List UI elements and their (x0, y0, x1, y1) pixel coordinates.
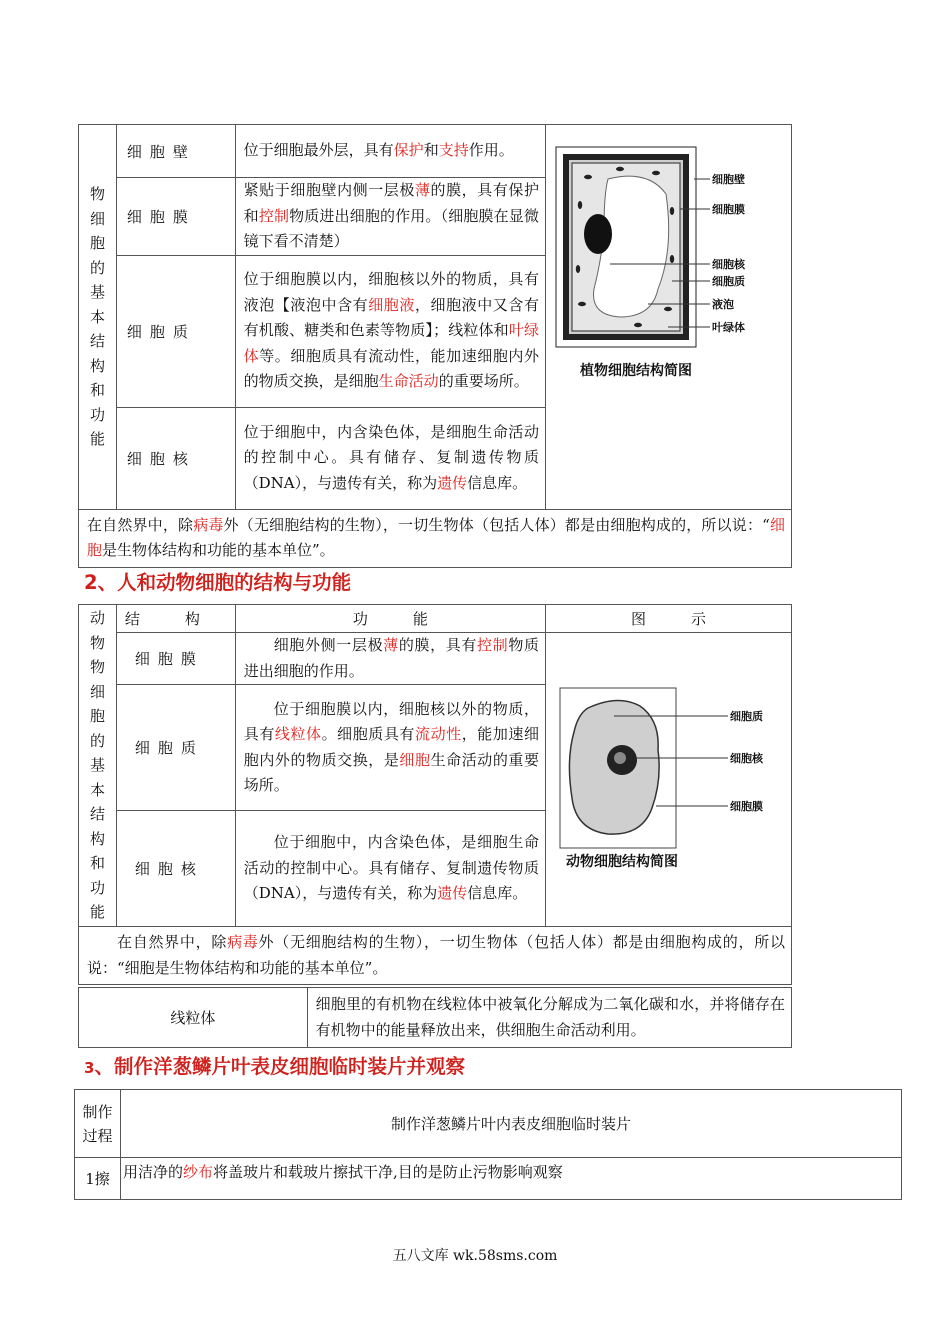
row-desc (235, 255, 545, 407)
side-label-char: 物 (89, 658, 105, 677)
row-name: 细胞膜 (116, 178, 235, 256)
side-label-char: 基 (89, 283, 105, 301)
text-segment: ，能加速细胞内外的物质交换，是 (243, 725, 539, 769)
text-segment: 位于细胞膜以内，细胞核以外的物质，具有 (243, 699, 539, 743)
row-desc (235, 178, 545, 256)
section-heading-3 (84, 1051, 465, 1079)
side-label-char: 动 (89, 609, 105, 628)
side-label-char: 功 (89, 878, 105, 897)
step-desc (120, 1158, 901, 1200)
animal-cell-diagram (548, 680, 788, 880)
row-name: 细胞质 (116, 685, 235, 811)
section-heading-2: 2、人和动物细胞的结构与功能 (84, 571, 352, 594)
text-segment: 物质进出细胞的作用。（细胞膜在显微镜下看不清楚） (243, 206, 539, 250)
text-segment: 作用。 (468, 141, 514, 160)
col-header-structure: 结 构 (116, 605, 235, 633)
steps-table (74, 1089, 902, 1200)
label-chloroplast: 叶绿体 (711, 321, 745, 334)
heading-3-text: 、制作洋葱鳞片叶表皮细胞临时装片并观察 (94, 1055, 465, 1078)
text-segment: 外（无细胞结构的生物），一切生物体（包括人体）都是由细胞构成的，所以说：“细胞是生物体结构和功能的基本单位”。 (87, 933, 785, 977)
side-label-char: 和 (89, 854, 105, 873)
side-label-char: 基 (89, 756, 105, 775)
animal-figure-caption: 动物细胞结构简图 (566, 853, 678, 870)
side-label-char: 细 (89, 209, 105, 228)
side-label-char: 构 (89, 829, 105, 848)
row-desc (235, 633, 545, 685)
text-segment: 的膜，具有保护和 (243, 181, 539, 225)
side-label-char: 物 (89, 185, 105, 203)
mito-name: 线粒体 (79, 988, 308, 1048)
text-segment: 位于细胞最外层，具有 (243, 141, 394, 160)
heading-3-number: 3 (84, 1059, 95, 1077)
text-segment: 。细胞质具有 (321, 725, 415, 743)
text-segment: 物质进出细胞的作用。 (243, 636, 539, 680)
label-nucleus: 细胞核 (711, 258, 745, 271)
side-label-char: 本 (89, 307, 105, 326)
row-name: 细胞膜 (116, 633, 235, 685)
label-cytoplasm: 细胞质 (711, 275, 745, 288)
step-label: 1擦 (75, 1158, 121, 1200)
text-segment: 将盖玻片和载玻片擦拭干净,目的是防止污物影响观察 (213, 1163, 563, 1181)
text-segment: 外（无细胞结构的生物），一切生物体（包括人体）都是由细胞构成的，所以说：“ (223, 515, 770, 534)
highlight-term: 线粒体 (274, 725, 322, 743)
text-segment: 紧贴于细胞壁内侧一层极 (243, 181, 415, 199)
highlight-term: 细胞 (399, 750, 431, 769)
side-label-char: 能 (89, 430, 105, 448)
text-segment: 的膜，具有 (398, 636, 478, 654)
text-segment: 的重要场所。 (438, 372, 529, 391)
side-label-char: 功 (89, 405, 105, 424)
side-label-char: 胞 (89, 234, 105, 252)
highlight-term: 薄 (414, 181, 431, 199)
steps-header-label: 制作过程 (75, 1090, 121, 1158)
side-label-char: 结 (89, 805, 105, 824)
side-label-char: 胞 (89, 707, 105, 726)
highlight-term: 遗传 (437, 884, 468, 903)
col-header-function: 功 能 (235, 605, 545, 633)
text-segment: ，细胞液中又含有有机酸、糖类和色素等物质】；线粒体和 (243, 295, 539, 340)
row-desc (235, 811, 545, 927)
text-segment: 位于细胞中，内含染色体，是细胞生命活动的控制中心。具有储存、复制遗传物质（DNA），与遗传有关，称为 (243, 422, 539, 492)
plant-cell-table (78, 124, 792, 568)
footer-watermark: 五八文库 wk.58sms.com (392, 1248, 558, 1264)
label-cell-wall: 细胞壁 (711, 173, 745, 186)
label-animal-membrane: 细胞膜 (730, 799, 763, 813)
row-desc (235, 125, 545, 178)
label-animal-cytoplasm: 细胞质 (730, 709, 763, 723)
animal-side-label (79, 605, 117, 927)
highlight-term: 病毒 (193, 515, 224, 534)
highlight-term: 流动性 (415, 725, 462, 743)
plant-summary (79, 509, 792, 567)
label-cell-membrane: 细胞膜 (711, 203, 745, 216)
row-name: 细胞核 (116, 407, 235, 509)
animal-summary (79, 927, 792, 985)
plant-figure-caption: 植物细胞结构简图 (579, 363, 692, 379)
text-segment: 和 (423, 141, 439, 160)
text-segment: 信息库。 (467, 884, 528, 903)
side-label-char: 和 (89, 381, 105, 399)
highlight-term: 保护 (393, 141, 424, 160)
text-segment: 用洁净的 (122, 1163, 183, 1181)
highlight-term: 控制 (477, 636, 509, 654)
col-header-figure: 图 示 (546, 605, 792, 633)
side-label-char: 构 (89, 356, 105, 375)
side-label-char: 能 (89, 903, 105, 922)
text-segment: 细胞外侧一层极 (273, 636, 384, 654)
highlight-term: 薄 (383, 636, 399, 654)
text-segment: 位于细胞中，内含染色体，是细胞生命活动的控制中心。具有储存、复制遗传物质（DNA），与遗传有关，称为 (243, 833, 539, 903)
text-segment: 在自然界中，除 (87, 515, 194, 534)
label-vacuole: 液泡 (711, 298, 734, 311)
text-segment: 信息库。 (467, 473, 528, 492)
highlight-term: 生命活动 (378, 372, 439, 391)
plant-cell-diagram (548, 139, 788, 389)
row-desc (235, 407, 545, 509)
side-label-char: 结 (89, 332, 105, 350)
row-name: 细胞壁 (116, 125, 235, 178)
animal-cell-table (78, 604, 792, 985)
text-segment: 是生物体结构和功能的基本单位”。 (102, 541, 335, 559)
highlight-term: 病毒 (227, 933, 259, 951)
side-label-char: 的 (89, 258, 105, 277)
plant-figure-cell (545, 125, 791, 510)
side-label-char: 细 (89, 682, 105, 701)
animal-figure-cell (546, 633, 792, 927)
text-segment: 在自然界中，除 (117, 933, 228, 951)
steps-header-title: 制作洋葱鳞片叶内表皮细胞临时装片 (120, 1090, 901, 1158)
highlight-term: 纱布 (182, 1163, 213, 1181)
highlight-term: 细胞 (87, 515, 785, 559)
text-segment: 位于细胞膜以内，细胞核以外的物质，具有液泡【液泡中含有 (243, 270, 539, 314)
highlight-term: 支持 (438, 141, 469, 160)
highlight-term: 遗传 (437, 473, 468, 492)
highlight-term: 控制 (258, 206, 290, 225)
row-desc (235, 685, 545, 811)
text-segment: 生命活动的重要场所。 (243, 750, 539, 794)
highlight-term: 叶绿体 (243, 321, 539, 365)
text-segment: 等。细胞质具有流动性，能加速细胞内外的物质交换，是细胞 (243, 346, 539, 391)
highlight-term: 细胞液 (368, 295, 415, 314)
label-animal-nucleus: 细胞核 (730, 751, 763, 765)
side-label-char: 物 (89, 633, 105, 652)
side-label-char: 的 (89, 731, 105, 750)
row-name: 细胞质 (116, 255, 235, 407)
side-label-char: 本 (89, 780, 105, 799)
row-name: 细胞核 (116, 811, 235, 927)
mito-desc: 细胞里的有机物在线粒体中被氧化分解成为二氧化碳和水，并将储存在有机物中的能量释放出来，供细胞生命活动利用。 (307, 988, 791, 1048)
nucleus-shape (584, 214, 612, 254)
plant-side-label (79, 125, 117, 510)
mitochondria-table (78, 987, 792, 1048)
